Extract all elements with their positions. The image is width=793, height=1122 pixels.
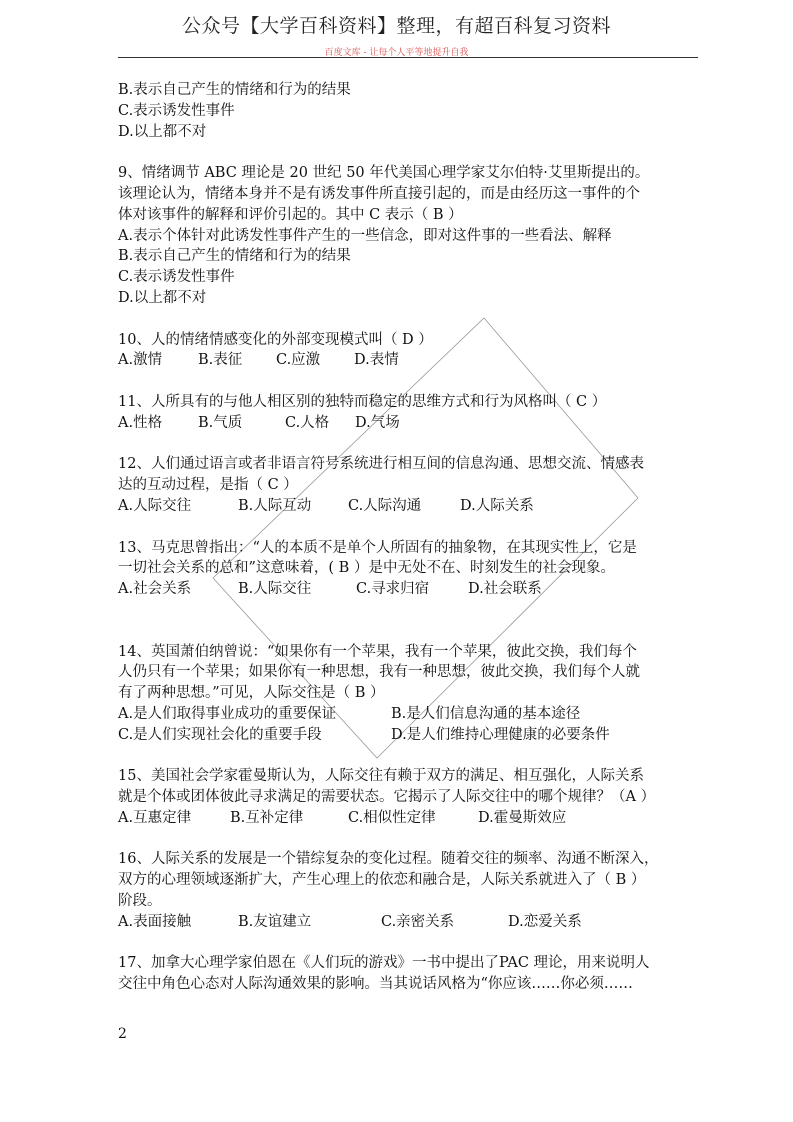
option-line: B.表示自己产生的情绪和行为的结果 [118,248,351,265]
option: D.霍曼斯效应 [478,809,567,826]
option: D.社会联系 [468,581,542,598]
header-title: 公众号【大学百科资料】整理，有超百科复习资料 [181,15,611,37]
header-subtitle: 百度文库 - 让每个人平等地提升自我 [324,48,469,58]
option: A.互惠定律 [118,809,192,826]
question-12 [118,454,700,516]
question-8-tail [118,80,700,142]
question-text: 阶段。 [118,893,162,910]
options-row [118,912,700,933]
question-16 [118,849,700,932]
question-text: 16、人际关系的发展是一个错综复杂的变化过程。随着交往的频率、沟通不断深入， [118,851,659,868]
question-9 [118,163,700,309]
question-11 [118,392,700,434]
option: B.人际互动 [238,497,312,514]
option: D.人际关系 [460,497,534,514]
option: B.互补定律 [230,809,304,826]
option: D.表情 [354,352,399,369]
question-text: 17、加拿大心理学家伯恩在《人们玩的游戏》一书中提出了PAC 理论，用来说明人 [118,955,650,972]
option-line: C.表示诱发性事件 [118,269,235,286]
option-line: D.以上都不对 [118,123,207,140]
option: A.表面接触 [118,913,192,930]
question-17 [118,953,700,995]
question-14 [118,642,700,746]
option: C.寻求归宿 [356,581,430,598]
option: C.应激 [276,352,321,369]
document-body [118,80,700,995]
option-line: A.表示个体针对此诱发性事件产生的一些信念，即对这件事的一些看法、解释 [118,227,612,244]
question-text: 双方的心理领域逐渐扩大，产生心理上的依恋和融合是，人际关系就进入了（ B ） [118,872,646,889]
question-15 [118,766,700,828]
options-row [118,725,700,746]
question-text: 人仍只有一个苹果；如果你有一种思想，我有一种思想，彼此交换，我们每个人就 [118,664,640,681]
option: D.是人们维持心理健康的必要条件 [391,726,610,743]
question-text: 14、英国萧伯纳曾说：“如果你有一个苹果，我有一个苹果，彼此交换，我们每个 [118,643,637,660]
question-text: 10、人的情绪情感变化的外部变现模式叫（ D ） [118,331,433,348]
page-number: 2 [118,1026,127,1042]
option: C.是人们实现社会化的重要手段 [118,726,322,743]
option: B.表征 [198,352,243,369]
option: C.亲密关系 [381,913,455,930]
question-text: 该理论认为，情绪本身并不是有诱发事件所直接引起的，而是由经历这一事件的个 [118,185,640,202]
option: A.是人们取得事业成功的重要保证 [118,705,337,722]
question-text: 就是个体或团体彼此寻求满足的需要状态。它揭示了人际交往中的哪个规律？（A ） [118,789,656,806]
option: A.性格 [118,414,163,431]
question-text: 15、美国社会学家霍曼斯认为，人际交往有赖于双方的满足、相互强化，人际关系 [118,768,644,785]
options-row [118,808,700,829]
question-text: 一切社会关系的总和”这意味着，( B ）是中无处不在、时刻发生的社会现象。 [118,560,615,577]
options-row [118,413,700,434]
option-line: C.表示诱发性事件 [118,102,235,119]
options-row [118,496,700,517]
option-line: B.表示自己产生的情绪和行为的结果 [118,82,351,98]
option: B.人际交往 [238,581,312,598]
question-text: 达的互动过程，是指（ C ） [118,477,298,494]
option-line: D.以上都不对 [118,289,207,306]
question-text: 11、人所具有的与他人相区别的独特而稳定的思维方式和行为风格叫（ C ） [118,393,607,410]
options-row [118,350,700,371]
question-text: 体对该事件的解释和评价引起的。其中 C 表示（ B ） [118,206,463,223]
option: A.社会关系 [118,581,192,598]
question-text: 13、马克思曾指出：“人的本质不是单个人所固有的抽象物，在其现实性上，它是 [118,539,637,556]
option: D.恋爱关系 [508,913,582,930]
question-text: 有了两种思想。”可见，人际交往是（ B ） [118,685,385,702]
question-text: 12、人们通过语言或者非语言符号系统进行相互间的信息沟通、思想交流、情感表 [118,456,644,473]
option: D.气场 [355,414,400,431]
option: B.友谊建立 [238,913,312,930]
question-10 [118,330,700,372]
header-rule [118,57,698,58]
option: C.相似性定律 [348,809,436,826]
option: C.人格 [285,414,330,431]
option: C.人际沟通 [348,497,422,514]
question-13 [118,538,700,600]
options-row [118,704,700,725]
option: B.气质 [198,414,243,431]
question-text: 交往中角色心态对人际沟通效果的影响。当其说话风格为“你应该……你必须…… [118,976,633,993]
question-text: 9、情绪调节 ABC 理论是 20 世纪 50 年代美国心理学家艾尔伯特·艾里斯提出的。 [118,165,650,182]
option: B.是人们信息沟通的基本途径 [391,705,581,722]
option: A.激情 [118,352,163,369]
option: A.人际交往 [118,497,192,514]
options-row [118,579,700,600]
